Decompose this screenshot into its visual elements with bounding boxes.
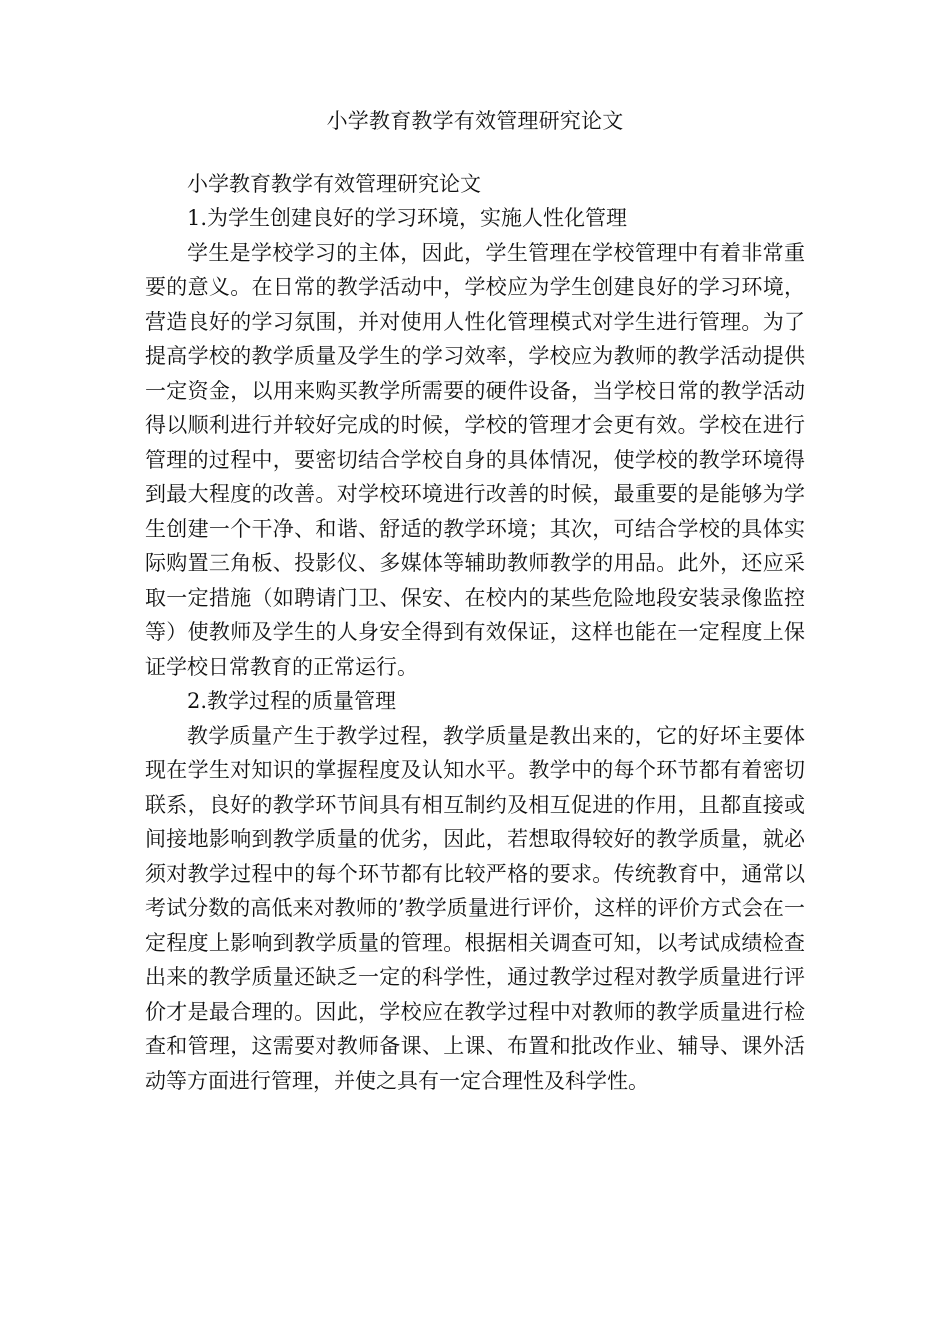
document-title: 小学教育教学有效管理研究论文 bbox=[326, 109, 624, 133]
document-body bbox=[145, 167, 805, 1099]
section-2-heading: 2.教学过程的质量管理 bbox=[187, 689, 397, 714]
section-1-heading: 1.为学生创建良好的学习环境，实施人性化管理 bbox=[187, 206, 628, 231]
document-subtitle: 小学教育教学有效管理研究论文 bbox=[187, 171, 481, 196]
section-1-paragraph: 学生是学校学习的主体，因此，学生管理在学校管理中有着非常重要的意义。在日常的教学活动中，学校应为学生创建良好的学习环境，营造良好的学习氛围，并对使用人性化管理模式对学生进行管理。为了提高学校的教学质量及学生的学习效率，学校应为教师的教学活动提供一定资金，以用来购买教学所需要的硬件设备，当学校日常的教学活动得以顺利进行并较好完成的时候，学校的管理才会更有效。学校在进行管理的过程中，要密切结合学校自身的具体情况，使学校的教学环境得到最大程度的改善。对学校环境进行改善的时候，最重要的是能够为学生创建一个干净、和谐、舒适的教学环境；其次，可结合学校的具体实际购置三角板、投影仪、多媒体等辅助教师教学的用品。此外，还应采取一定措施（如聘请门卫、保安、在校内的某些危险地段安装录像监控等）使教师及学生的人身安全得到有效保证，这样也能在一定程度上保证学校日常教育的正常运行。 bbox=[145, 240, 805, 679]
section-2-paragraph: 教学质量产生于教学过程，教学质量是教出来的，它的好坏主要体现在学生对知识的掌握程度及认知水平。教学中的每个环节都有着密切联系，良好的教学环节间具有相互制约及相互促进的作用，且都直接或间接地影响到教学质量的优劣，因此，若想取得较好的教学质量，就必须对教学过程中的每个环节都有比较严格的要求。传统教育中，通常以考试分数的高低来对教师的’教学质量进行评价，这样的评价方式会在一定程度上影响到教学质量的管理。根据相关调查可知，以考试成绩检查出来的教学质量还缺乏一定的科学性，通过教学过程对教学质量进行评价才是最合理的。因此，学校应在教学过程中对教师的教学质量进行检查和管理，这需要对教师备课、上课、布置和批改作业、辅导、课外活动等方面进行管理，并使之具有一定合理性及科学性。 bbox=[145, 723, 805, 1093]
